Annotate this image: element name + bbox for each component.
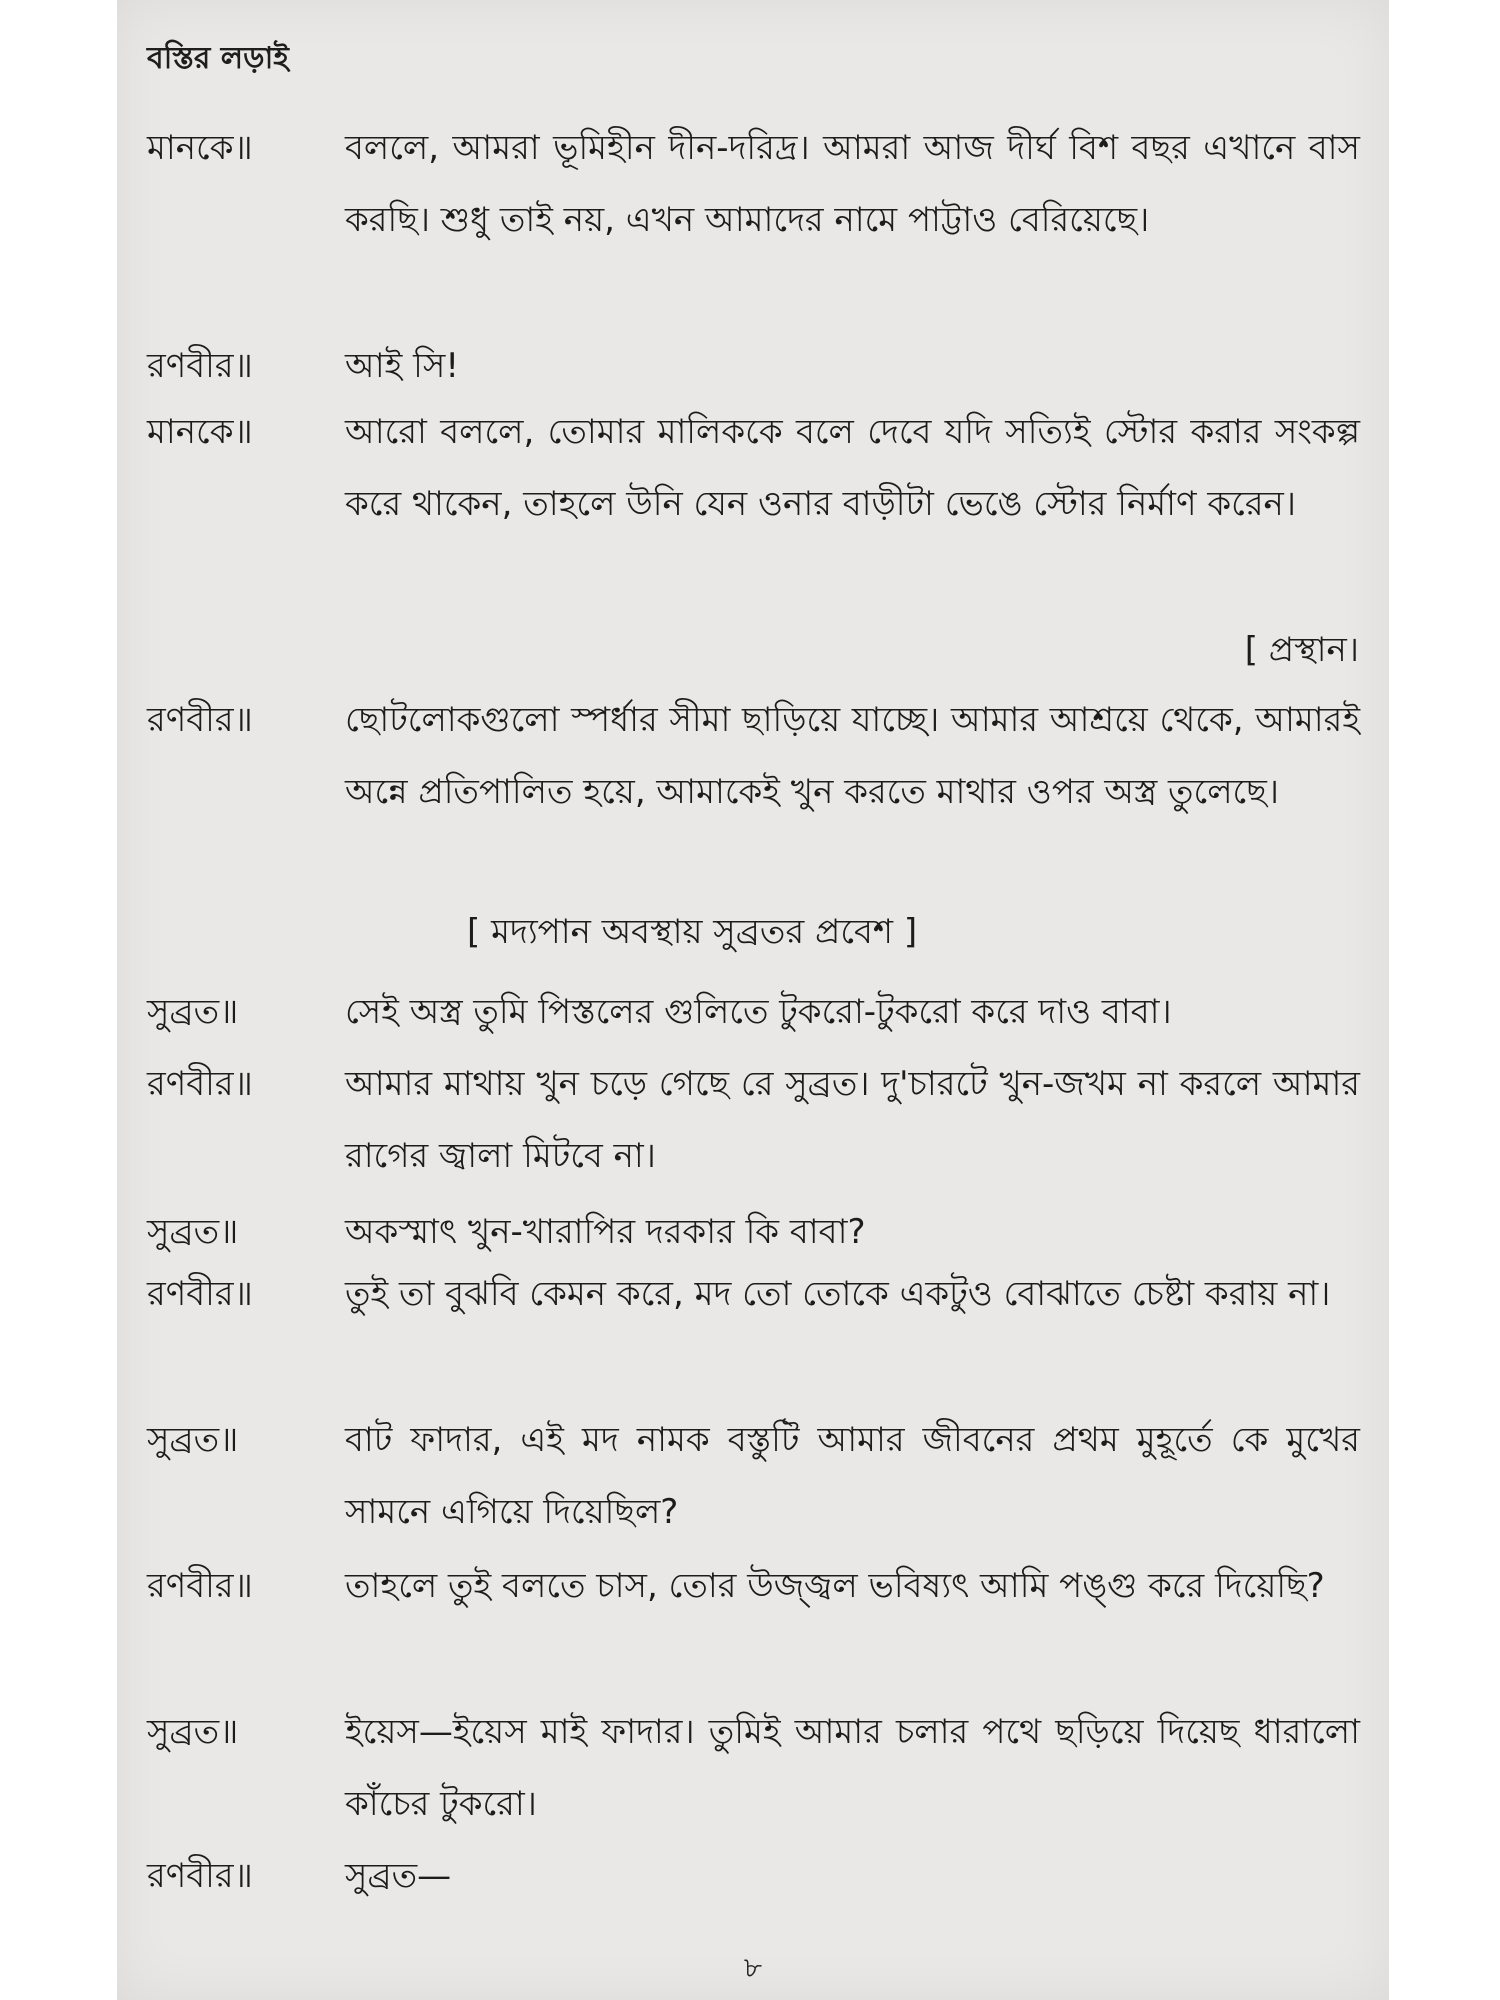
speaker-name: রণবীর॥ xyxy=(147,1856,253,1896)
dialogue-text: আরো বললে, তোমার মালিককে বলে দেবে যদি সত্যিই স্টোর করার সংকল্প করে থাকেন, তাহলে উনি যেন ওনার বাড়ীটা ভেঙে স্টোর নির্মাণ করেন। xyxy=(345,412,1360,524)
dialogue-line xyxy=(147,1550,1387,1696)
dialogue-text: বললে, আমরা ভূমিহীন দীন-দরিদ্র। আমরা আজ দীর্ঘ বিশ বছর এখানে বাস করছি। শুধু তাই নয়, এখন আমাদের নামে পাট্টাও বেরিয়েছে। xyxy=(345,128,1360,240)
speaker-name: মানকে॥ xyxy=(147,128,253,168)
speaker-name: সুব্রত॥ xyxy=(147,1420,239,1460)
speaker-name: রণবীর॥ xyxy=(147,700,253,740)
stage-direction-entry: [ মদ্যপান অবস্থায় সুব্রতর প্রবেশ ] xyxy=(467,912,918,952)
dialogue-text: তাহলে তুই বলতে চাস, তোর উজ্জ্বল ভবিষ্যৎ আমি পঙ্গু করে দিয়েছি? xyxy=(345,1566,1325,1606)
speaker-name: রণবীর॥ xyxy=(147,1064,253,1104)
speaker-name: রণবীর॥ xyxy=(147,1274,253,1314)
dialogue-text: ছোটলোকগুলো স্পর্ধার সীমা ছাড়িয়ে যাচ্ছে। আমার আশ্রয়ে থেকে, আমারই অন্নে প্রতিপালিত হয়ে, আমাকেই খুন করতে মাথার ওপর অস্ত্র তুলেছে। xyxy=(345,700,1360,812)
speaker-name: সুব্রত॥ xyxy=(147,992,239,1032)
speaker-name: মানকে॥ xyxy=(147,412,253,452)
dialogue-line xyxy=(147,1258,1387,1404)
dialogue-text: ইয়েস—ইয়েস মাই ফাদার। তুমিই আমার চলার পথে ছড়িয়ে দিয়েছ ধারালো কাঁচের টুকরো। xyxy=(345,1712,1360,1824)
dialogue-line xyxy=(147,396,1387,616)
dialogue-text: সুব্রত— xyxy=(345,1856,452,1896)
stage-direction-exit: [ প্রস্থান। xyxy=(1244,630,1359,670)
dialogue-line xyxy=(147,330,1387,402)
dialogue-text: তুই তা বুঝবি কেমন করে, মদ তো তোকে একটুও বোঝাতে চেষ্টা করায় না। xyxy=(345,1274,1331,1314)
dialogue-line xyxy=(147,1048,1387,1194)
dialogue-line xyxy=(147,1696,1387,1842)
dialogue-text: আই সি! xyxy=(345,346,459,386)
speaker-name: সুব্রত॥ xyxy=(147,1712,239,1752)
speaker-name: রণবীর॥ xyxy=(147,1566,253,1606)
speaker-name: রণবীর॥ xyxy=(147,346,253,386)
dialogue-text: বাট ফাদার, এই মদ নামক বস্তুটি আমার জীবনের প্রথম মুহূর্তে কে মুখের সামনে এগিয়ে দিয়েছিল? xyxy=(345,1420,1360,1532)
book-page xyxy=(117,0,1389,2000)
page-number: ৮ xyxy=(743,1951,763,1984)
dialogue-text: সেই অস্ত্র তুমি পিস্তলের গুলিতে টুকরো-টুকরো করে দাও বাবা। xyxy=(345,992,1172,1032)
dialogue-line xyxy=(147,976,1387,1048)
dialogue-line xyxy=(147,684,1387,904)
dialogue-line xyxy=(147,1404,1387,1550)
dialogue-line xyxy=(147,112,1387,332)
dialogue-line xyxy=(147,1840,1387,1912)
dialogue-text: অকস্মাৎ খুন-খারাপির দরকার কি বাবা? xyxy=(345,1212,866,1252)
speaker-name: সুব্রত॥ xyxy=(147,1212,239,1252)
running-header: বস্তির লড়াই xyxy=(147,41,289,76)
dialogue-text: আমার মাথায় খুন চড়ে গেছে রে সুব্রত। দু'চারটে খুন-জখম না করলে আমার রাগের জ্বালা মিটবে না। xyxy=(345,1064,1360,1176)
